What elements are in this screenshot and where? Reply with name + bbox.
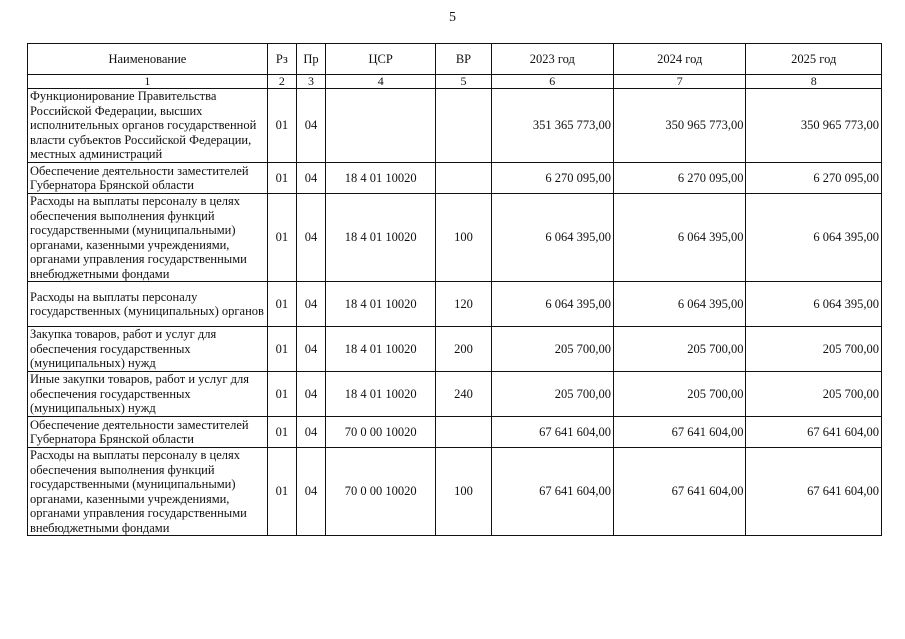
row-2023: 351 365 773,00	[491, 89, 613, 163]
header-vr: ВР	[436, 44, 491, 75]
header-csr: ЦСР	[326, 44, 436, 75]
column-number: 8	[746, 75, 882, 89]
column-number: 2	[267, 75, 296, 89]
row-2024: 6 064 395,00	[614, 282, 746, 327]
row-2023: 205 700,00	[491, 327, 613, 372]
row-2023: 6 064 395,00	[491, 194, 613, 282]
row-name: Обеспечение деятельности заместителей Губернатора Брянской области	[28, 163, 268, 194]
row-2024: 67 641 604,00	[614, 417, 746, 448]
row-2023: 6 064 395,00	[491, 282, 613, 327]
row-pr: 04	[296, 448, 325, 536]
budget-table	[27, 43, 882, 536]
row-name: Функционирование Правительства Российской Федерации, высших исполнительных органов государственной власти субъектов Российской Федерации, местных администраций	[28, 89, 268, 163]
row-rz: 01	[267, 327, 296, 372]
row-2025: 205 700,00	[746, 327, 882, 372]
table-row	[28, 448, 882, 536]
row-2024: 67 641 604,00	[614, 448, 746, 536]
row-name: Расходы на выплаты персоналу государственных (муниципальных) органов	[28, 282, 268, 327]
column-number: 4	[326, 75, 436, 89]
row-2023: 205 700,00	[491, 372, 613, 417]
row-rz: 01	[267, 372, 296, 417]
header-2025: 2025 год	[746, 44, 882, 75]
row-csr: 70 0 00 10020	[326, 417, 436, 448]
column-number: 5	[436, 75, 491, 89]
row-2024: 6 064 395,00	[614, 194, 746, 282]
row-pr: 04	[296, 372, 325, 417]
row-2025: 67 641 604,00	[746, 448, 882, 536]
row-pr: 04	[296, 89, 325, 163]
header-2023: 2023 год	[491, 44, 613, 75]
table-row	[28, 417, 882, 448]
row-2023: 67 641 604,00	[491, 448, 613, 536]
header-rz: Рз	[267, 44, 296, 75]
row-rz: 01	[267, 194, 296, 282]
row-vr: 240	[436, 372, 491, 417]
row-2023: 67 641 604,00	[491, 417, 613, 448]
row-rz: 01	[267, 163, 296, 194]
table-row	[28, 194, 882, 282]
row-csr: 70 0 00 10020	[326, 448, 436, 536]
row-vr: 200	[436, 327, 491, 372]
row-2025: 67 641 604,00	[746, 417, 882, 448]
table-row	[28, 372, 882, 417]
row-2025: 6 270 095,00	[746, 163, 882, 194]
row-csr: 18 4 01 10020	[326, 163, 436, 194]
header-name: Наименование	[28, 44, 268, 75]
row-name: Расходы на выплаты персоналу в целях обеспечения выполнения функций государственными (муниципальными) органами, казенными учреждениями, органами управления государственными внебюджетными фондами	[28, 194, 268, 282]
table-row	[28, 327, 882, 372]
row-rz: 01	[267, 417, 296, 448]
row-csr: 18 4 01 10020	[326, 372, 436, 417]
row-pr: 04	[296, 417, 325, 448]
header-2024: 2024 год	[614, 44, 746, 75]
row-name: Закупка товаров, работ и услуг для обеспечения государственных (муниципальных) нужд	[28, 327, 268, 372]
row-csr: 18 4 01 10020	[326, 194, 436, 282]
page-number: 5	[449, 10, 456, 25]
column-number: 1	[28, 75, 268, 89]
row-vr	[436, 417, 491, 448]
column-number: 7	[614, 75, 746, 89]
row-pr: 04	[296, 163, 325, 194]
row-vr: 100	[436, 448, 491, 536]
row-csr: 18 4 01 10020	[326, 327, 436, 372]
header-pr: Пр	[296, 44, 325, 75]
row-2025: 205 700,00	[746, 372, 882, 417]
column-number-row	[28, 75, 882, 89]
row-name: Обеспечение деятельности заместителей Губернатора Брянской области	[28, 417, 268, 448]
row-csr	[326, 89, 436, 163]
row-pr: 04	[296, 327, 325, 372]
row-rz: 01	[267, 448, 296, 536]
row-vr	[436, 163, 491, 194]
table-row	[28, 89, 882, 163]
row-pr: 04	[296, 194, 325, 282]
column-number: 6	[491, 75, 613, 89]
row-name: Иные закупки товаров, работ и услуг для обеспечения государственных (муниципальных) нужд	[28, 372, 268, 417]
row-rz: 01	[267, 89, 296, 163]
row-2024: 6 270 095,00	[614, 163, 746, 194]
row-2025: 350 965 773,00	[746, 89, 882, 163]
row-vr: 120	[436, 282, 491, 327]
table-row	[28, 163, 882, 194]
row-2024: 205 700,00	[614, 372, 746, 417]
row-2025: 6 064 395,00	[746, 282, 882, 327]
row-2024: 205 700,00	[614, 327, 746, 372]
row-name: Расходы на выплаты персоналу в целях обеспечения выполнения функций государственными (муниципальными) органами, казенными учреждениями, органами управления государственными внебюджетными фондами	[28, 448, 268, 536]
column-number: 3	[296, 75, 325, 89]
row-rz: 01	[267, 282, 296, 327]
row-2025: 6 064 395,00	[746, 194, 882, 282]
table-header-row	[28, 44, 882, 75]
row-pr: 04	[296, 282, 325, 327]
row-vr: 100	[436, 194, 491, 282]
table-row	[28, 282, 882, 327]
row-vr	[436, 89, 491, 163]
row-csr: 18 4 01 10020	[326, 282, 436, 327]
row-2024: 350 965 773,00	[614, 89, 746, 163]
row-2023: 6 270 095,00	[491, 163, 613, 194]
